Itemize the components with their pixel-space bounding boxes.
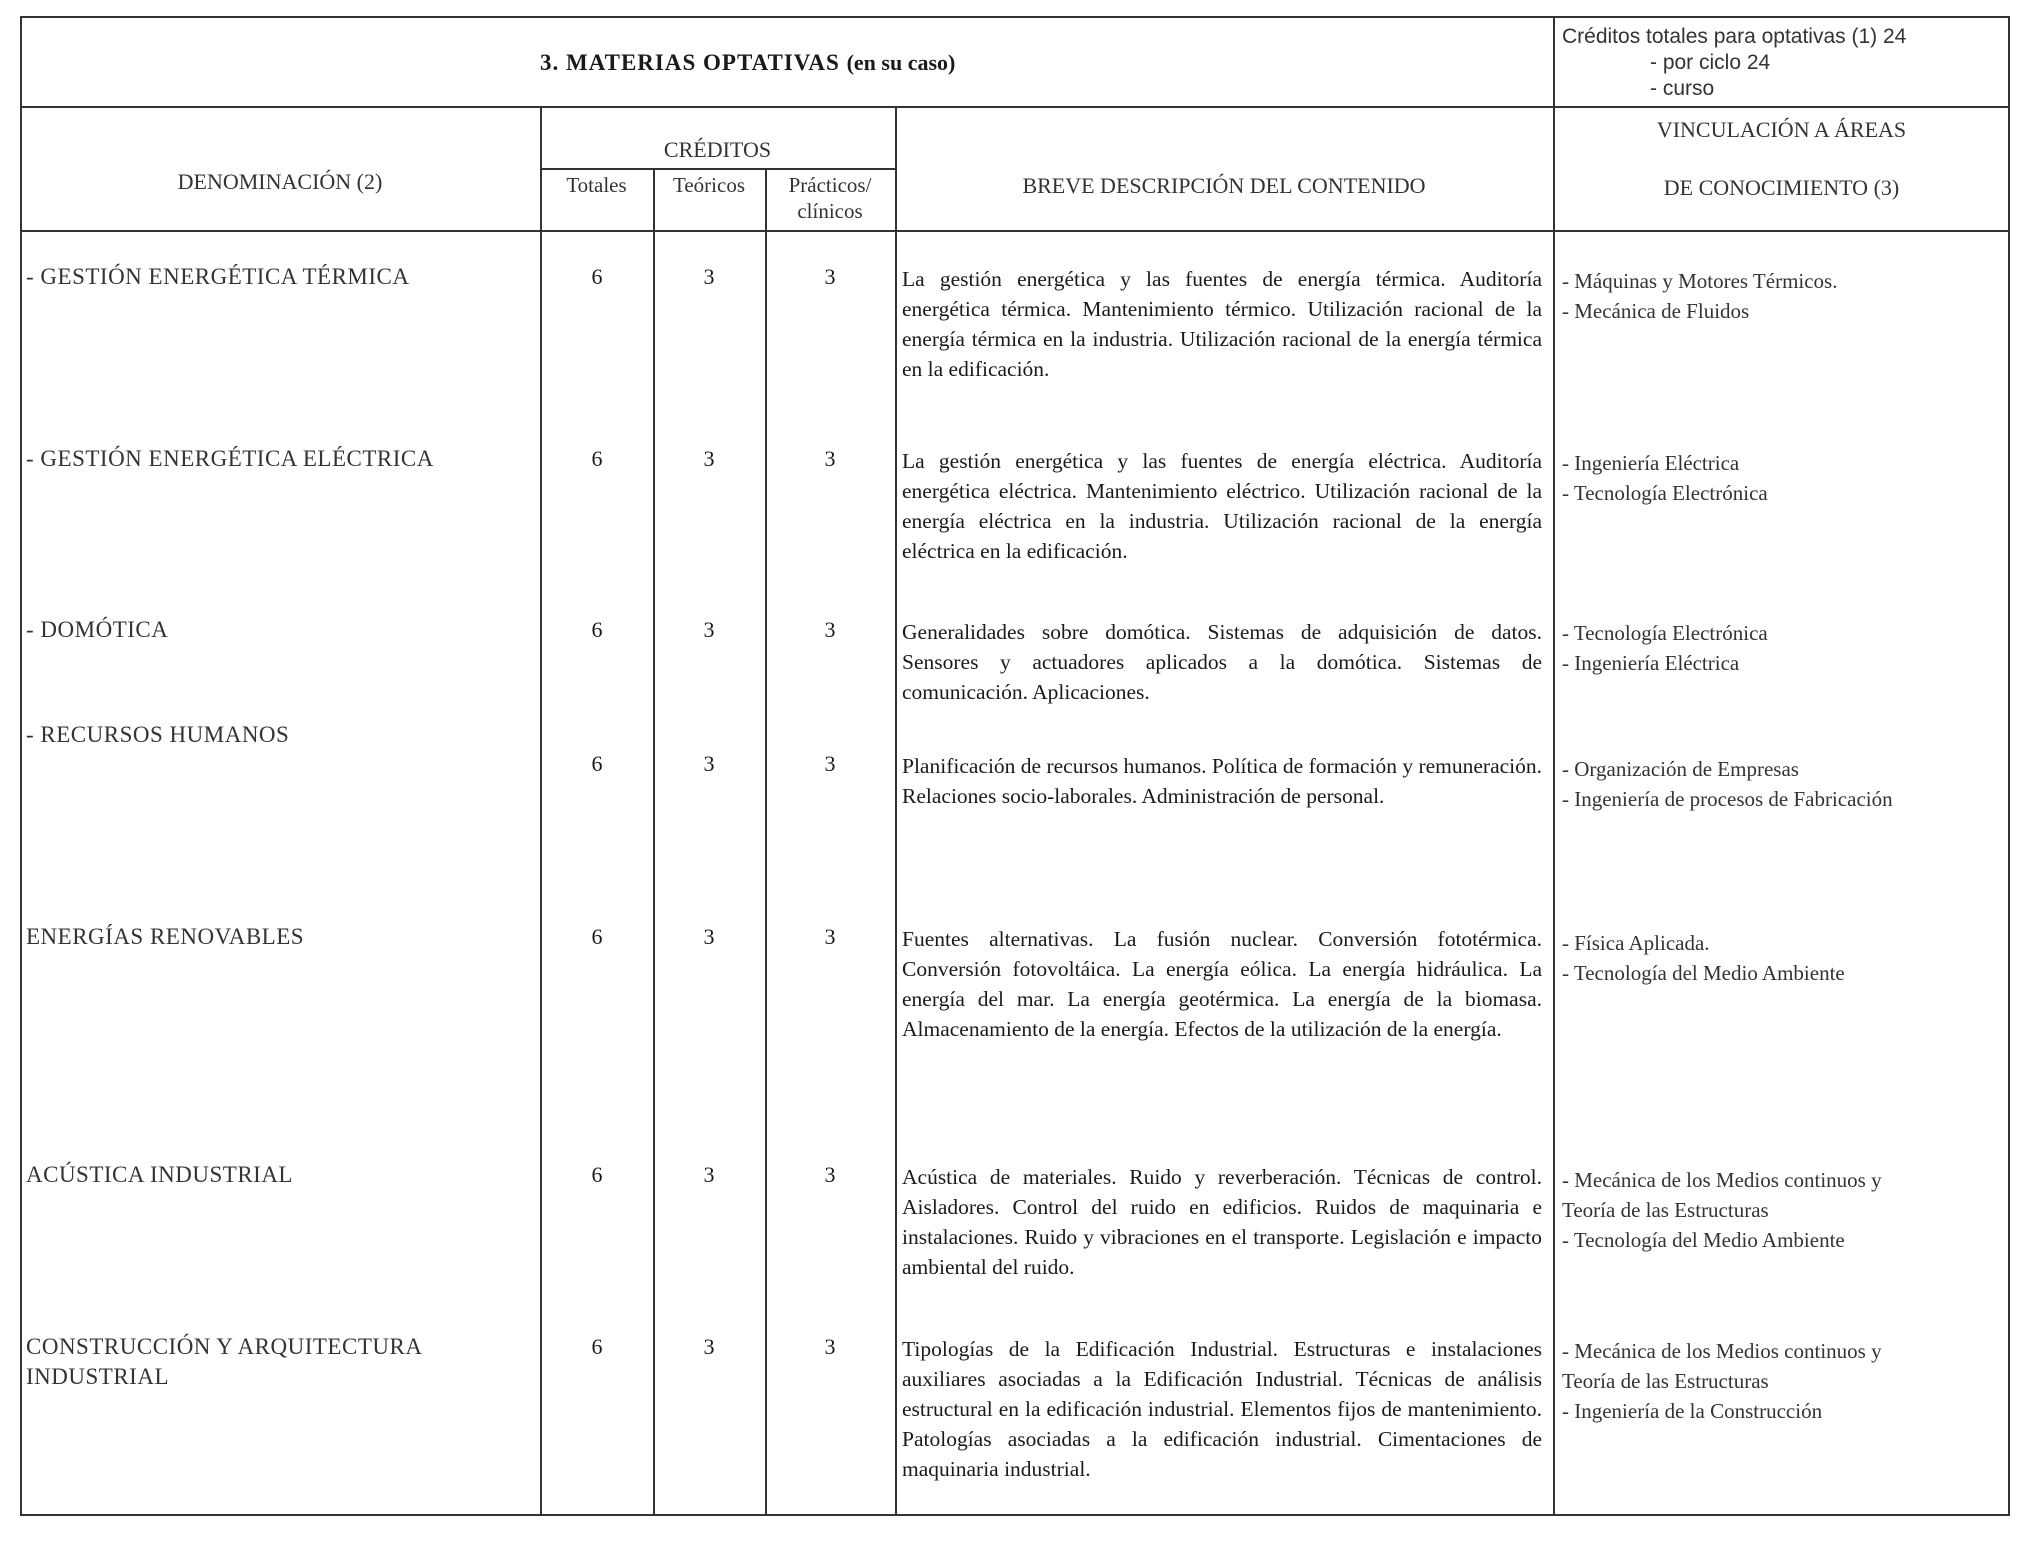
credits-total-line: Créditos totales para optativas (1) 24 — [1562, 25, 1907, 48]
row-3-name: - DOMÓTICA — [26, 617, 169, 642]
row-4-description: Planificación de recursos humanos. Política de formación y remuneración. Relaciones socio-laborales. Administración de personal. — [902, 754, 1543, 808]
row-4-practice: 3 — [824, 751, 836, 776]
col-header-credits: CRÉDITOS — [663, 137, 772, 162]
col-header-description: BREVE DESCRIPCIÓN DEL CONTENIDO — [1022, 173, 1426, 198]
col-header-total: Totales — [566, 173, 627, 197]
row-2-theory: 3 — [703, 446, 715, 471]
row-1-theory: 3 — [703, 264, 715, 289]
row-6-total: 6 — [591, 1162, 603, 1187]
credits-group-divider — [540, 168, 895, 170]
theory-col-divider — [765, 170, 767, 1516]
name-col-divider — [540, 106, 542, 1516]
row-7-name: CONSTRUCCIÓN Y ARQUITECTURA INDUSTRIAL — [26, 1334, 423, 1389]
col-header-areas-line1: VINCULACIÓN A ÁREAS — [1656, 117, 1907, 142]
row-7-theory: 3 — [703, 1334, 715, 1359]
row-1-description: La gestión energética y las fuentes de energía térmica. Auditoría energética térmica. Mantenimiento térmico. Utilización racional de la energía térmica en la industria. Utilización racional de la energía térmica en la edificación. — [902, 267, 1542, 381]
row-4-total: 6 — [591, 751, 603, 776]
row-7-description: Tipologías de la Edificación Industrial. Estructuras e instalaciones auxiliares asociadas a la Edificación Industrial. Técnicas de análisis estructural en la edificación industrial. Elementos fijos de mantenimiento. Patologías asociadas a la edificación industrial. Cimentaciones de maquinaria industrial. — [902, 1337, 1542, 1481]
credits-cycle-line: - por ciclo 24 — [1650, 51, 1771, 74]
row-2-description: La gestión energética y las fuentes de energía eléctrica. Auditoría energética eléctrica. Mantenimiento eléctrico. Utilización racional de la energía eléctrica en la industria. Utilización racional de la energía eléctrica en la edificación. — [902, 449, 1542, 563]
row-3-areas: - Tecnología Electrónica - Ingeniería Eléctrica — [1562, 621, 1768, 675]
page-title — [540, 50, 955, 76]
credits-course-line: - curso — [1650, 77, 1715, 100]
row-5-areas: - Física Aplicada. - Tecnología del Medio Ambiente — [1562, 931, 1845, 985]
row-6-theory: 3 — [703, 1162, 715, 1187]
total-col-divider — [653, 170, 655, 1516]
row-4-name: - RECURSOS HUMANOS — [26, 722, 290, 747]
row-2-practice: 3 — [824, 446, 836, 471]
row-5-practice: 3 — [824, 924, 836, 949]
row-3-description: Generalidades sobre domótica. Sistemas de adquisición de datos. Sensores y actuadores aplicados a la domótica. Sistemas de comunicación. Aplicaciones. — [902, 620, 1542, 704]
col-header-practice — [765, 172, 895, 224]
row-7-areas: - Mecánica de los Medios continuos y Teoría de las Estructuras - Ingeniería de la Construcción — [1562, 1339, 1882, 1423]
row-7-practice: 3 — [824, 1334, 836, 1359]
row-6-areas: - Mecánica de los Medios continuos y Teoría de las Estructuras - Tecnología del Medio Ambiente — [1562, 1168, 1882, 1252]
row-5-name: ENERGÍAS RENOVABLES — [26, 924, 305, 949]
row-2-areas: - Ingeniería Eléctrica - Tecnología Electrónica — [1562, 451, 1768, 505]
practice-col-divider — [895, 106, 897, 1516]
credits-box-divider — [1553, 16, 1555, 1516]
row-4-areas: - Organización de Empresas - Ingeniería de procesos de Fabricación — [1562, 757, 1893, 811]
header-divider — [20, 106, 2010, 108]
row-2-name: - GESTIÓN ENERGÉTICA ELÉCTRICA — [26, 446, 434, 471]
col-header-name: DENOMINACIÓN (2) — [177, 169, 383, 194]
col-header-practice-line1: Prácticos/ — [788, 173, 872, 197]
column-header-divider — [20, 230, 2010, 232]
row-6-description: Acústica de materiales. Ruido y reverberación. Técnicas de control. Aisladores. Control del ruido en edificios. Ruidos de maquinaria e instalaciones. Ruido y vibraciones en el transporte. Legislación e impacto ambiental del ruido. — [902, 1165, 1542, 1279]
col-header-practice-line2: clínicos — [797, 199, 863, 223]
row-6-name: ACÚSTICA INDUSTRIAL — [26, 1162, 293, 1187]
row-5-total: 6 — [591, 924, 603, 949]
row-1-total: 6 — [591, 264, 603, 289]
row-5-theory: 3 — [703, 924, 715, 949]
row-6-practice: 3 — [824, 1162, 836, 1187]
row-3-total: 6 — [591, 617, 603, 642]
title-main: 3. MATERIAS OPTATIVAS — [540, 50, 840, 75]
col-header-areas — [1553, 116, 2010, 202]
row-1-practice: 3 — [824, 264, 836, 289]
row-3-theory: 3 — [703, 617, 715, 642]
row-1-areas: - Máquinas y Motores Térmicos. - Mecánica de Fluidos — [1562, 269, 1838, 323]
col-header-theory: Teóricos — [672, 173, 745, 197]
row-1-name: - GESTIÓN ENERGÉTICA TÉRMICA — [26, 264, 410, 289]
optional-credits-summary — [1562, 24, 1906, 102]
row-7-total: 6 — [591, 1334, 603, 1359]
row-2-total: 6 — [591, 446, 603, 471]
row-4-theory: 3 — [703, 751, 715, 776]
row-3-practice: 3 — [824, 617, 836, 642]
row-5-description: Fuentes alternativas. La fusión nuclear. Conversión fototérmica. Conversión fotovoltáica. La energía eólica. La energía hidráulica. La energía del mar. La energía geotérmica. La energía de la biomasa. Almacenamiento de la energía. Efectos de la utilización de la energía. — [902, 927, 1542, 1041]
col-header-areas-line2: DE CONOCIMIENTO (3) — [1663, 175, 1900, 200]
title-suffix: (en su caso) — [846, 50, 956, 75]
